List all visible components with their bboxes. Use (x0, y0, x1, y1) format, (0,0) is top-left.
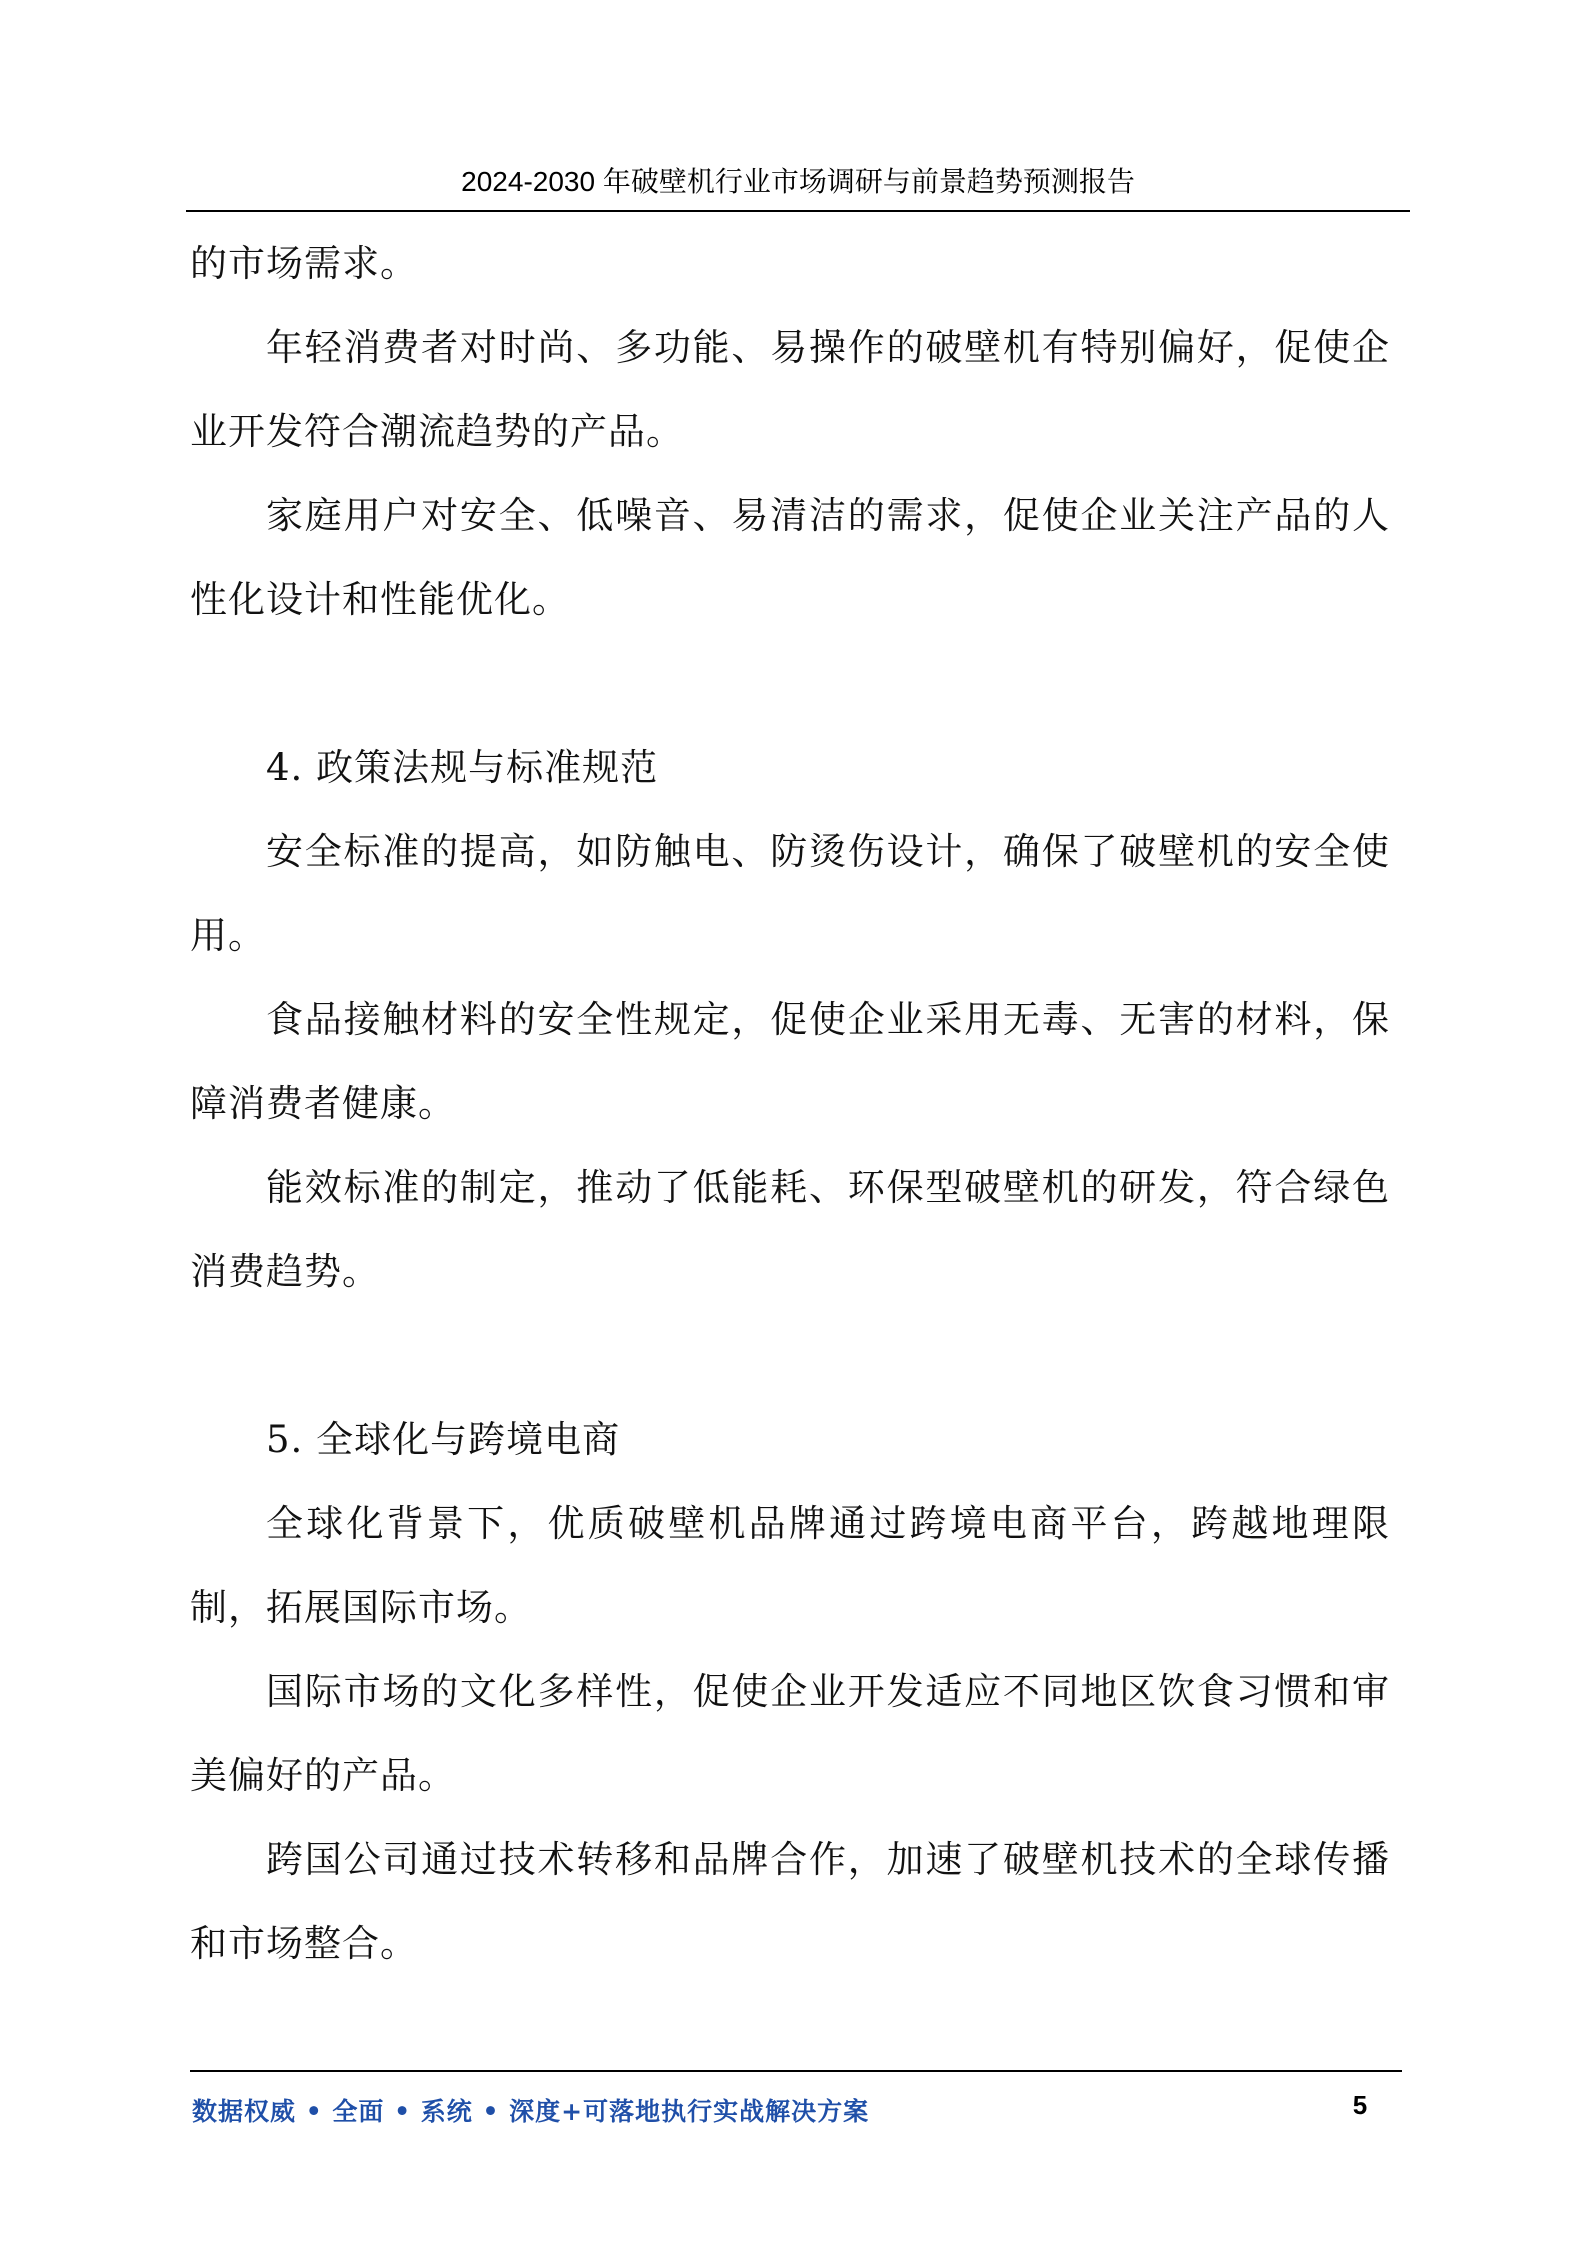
footer-slogan: 数据权威 • 全面 • 系统 • 深度+可落地执行实战解决方案 (192, 2097, 870, 2126)
page-header (186, 160, 1410, 212)
page-number: 5 (1352, 2090, 1368, 2120)
paragraph: 家庭用户对安全、低噪音、易清洁的需求，促使企业关注产品的人性化设计和性能优化。 (190, 494, 1390, 621)
section-spacer (190, 1314, 1390, 1398)
section-heading-4: 4. 政策法规与标准规范 (266, 746, 659, 789)
paragraph: 能效标准的制定，推动了低能耗、环保型破壁机的研发，符合绿色消费趋势。 (190, 1166, 1390, 1293)
document-body (190, 222, 1390, 1986)
paragraph: 全球化背景下，优质破壁机品牌通过跨境电商平台，跨越地理限制，拓展国际市场。 (190, 1502, 1390, 1629)
section-heading-5: 5. 全球化与跨境电商 (266, 1418, 621, 1461)
paragraph: 年轻消费者对时尚、多功能、易操作的破壁机有特别偏好，促使企业开发符合潮流趋势的产品。 (190, 326, 1390, 453)
section-spacer (190, 642, 1390, 726)
report-title: 2024-2030 年破壁机行业市场调研与前景趋势预测报告 (461, 166, 1135, 197)
paragraph: 食品接触材料的安全性规定，促使企业采用无毒、无害的材料，保障消费者健康。 (190, 998, 1390, 1125)
paragraph: 安全标准的提高，如防触电、防烫伤设计，确保了破壁机的安全使用。 (190, 830, 1390, 957)
paragraph: 的市场需求。 (190, 242, 418, 285)
paragraph: 跨国公司通过技术转移和品牌合作，加速了破壁机技术的全球传播和市场整合。 (190, 1838, 1390, 1965)
footer-divider (190, 2070, 1402, 2072)
paragraph: 国际市场的文化多样性，促使企业开发适应不同地区饮食习惯和审美偏好的产品。 (190, 1670, 1390, 1797)
